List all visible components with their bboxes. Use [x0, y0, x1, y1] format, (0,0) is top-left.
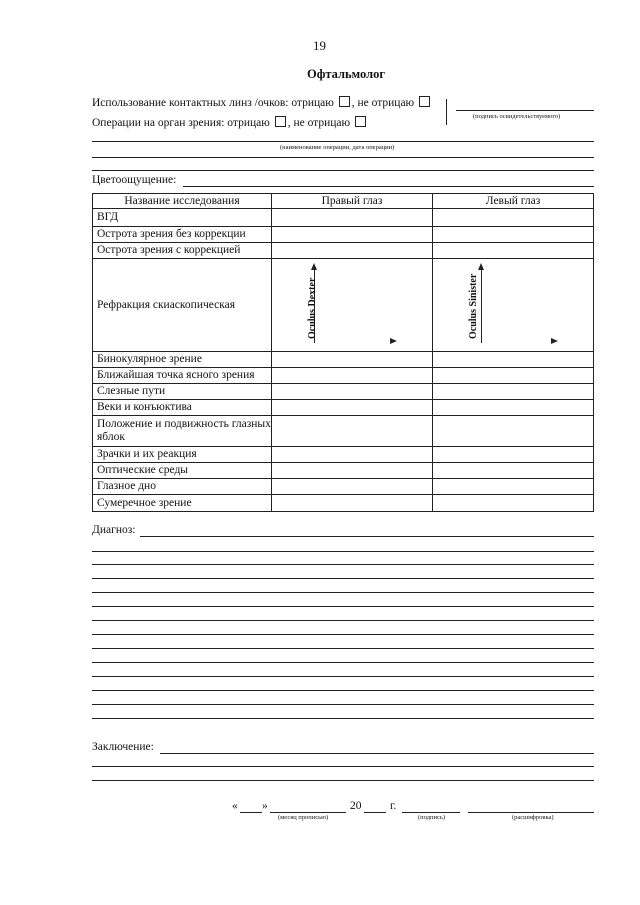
diagnosis-line[interactable]: [92, 620, 594, 621]
day-line[interactable]: [240, 812, 262, 813]
diagnosis-label: Диагноз:: [92, 524, 136, 536]
row-label: ВГД: [93, 209, 272, 227]
right-eye-cell[interactable]: [272, 447, 433, 463]
conclusion-label: Заключение:: [92, 741, 154, 753]
right-eye-cell[interactable]: [272, 384, 433, 400]
diagnosis-line[interactable]: [92, 676, 594, 677]
row-label: Ближайшая точка ясного зрения: [93, 368, 272, 384]
surgery-not-deny-checkbox[interactable]: [355, 116, 366, 127]
left-eye-refraction-cell[interactable]: [433, 259, 594, 352]
contacts-deny-checkbox[interactable]: [339, 96, 350, 107]
left-eye-cell[interactable]: [433, 416, 594, 447]
operation-line-2[interactable]: [92, 157, 594, 158]
header-left-eye: Левый глаз: [433, 194, 594, 209]
decode-caption: (расшифровка): [512, 814, 554, 821]
month-line[interactable]: [270, 812, 346, 813]
signature-divider: [446, 99, 447, 125]
right-eye-cell[interactable]: [272, 416, 433, 447]
os-arrow-up-icon: [478, 263, 484, 270]
row-label: Слезные пути: [93, 384, 272, 400]
diagnosis-line[interactable]: [92, 592, 594, 593]
operation-caption: (наименование операции, дата операции): [280, 144, 395, 151]
diagnosis-line[interactable]: [140, 536, 594, 537]
od-arrow-right-icon: [390, 338, 397, 344]
diagnosis-line[interactable]: [92, 718, 594, 719]
diagnosis-line[interactable]: [92, 662, 594, 663]
diagnosis-line[interactable]: [92, 690, 594, 691]
diagnosis-line[interactable]: [92, 634, 594, 635]
year-prefix: 20: [350, 800, 362, 812]
contacts-not-deny-checkbox[interactable]: [419, 96, 430, 107]
header-exam-name: Название исследования: [93, 194, 272, 209]
conclusion-line[interactable]: [92, 766, 594, 767]
year-line[interactable]: [364, 812, 386, 813]
row-label: Сумеречное зрение: [93, 495, 272, 512]
right-eye-cell[interactable]: [272, 368, 433, 384]
row-label: Острота зрения без коррекции: [93, 227, 272, 243]
surgery-deny-checkbox[interactable]: [275, 116, 286, 127]
sign-line[interactable]: [402, 812, 460, 813]
header-right-eye: Правый глаз: [272, 194, 433, 209]
surgery-label: Операции на орган зрения: отрицаю: [92, 117, 270, 129]
diagnosis-line[interactable]: [92, 648, 594, 649]
diagnosis-line[interactable]: [92, 551, 594, 552]
row-label: Бинокулярное зрение: [93, 352, 272, 368]
left-eye-cell[interactable]: [433, 400, 594, 416]
left-eye-cell[interactable]: [433, 463, 594, 479]
surgery-no-label: не отрицаю: [290, 117, 351, 129]
contacts-comma: ,: [351, 97, 355, 109]
row-label: Глазное дно: [93, 479, 272, 495]
contacts-label: Использование контактных линз /очков: отрицаю: [92, 97, 334, 109]
page-number: 19: [313, 38, 326, 53]
left-eye-cell[interactable]: [433, 495, 594, 512]
right-eye-cell[interactable]: [272, 463, 433, 479]
left-eye-cell[interactable]: [433, 479, 594, 495]
row-label: Острота зрения с коррекцией: [93, 243, 272, 259]
sign-caption: (подпись): [418, 814, 445, 821]
left-eye-cell[interactable]: [433, 447, 594, 463]
os-axis-line: [481, 267, 482, 343]
left-eye-cell[interactable]: [433, 209, 594, 227]
left-eye-cell[interactable]: [433, 384, 594, 400]
signature-caption: (подпись освидетельствуемого): [473, 113, 561, 120]
row-label: Оптические среды: [93, 463, 272, 479]
diagnosis-line[interactable]: [92, 578, 594, 579]
month-caption: (месяц прописью): [278, 814, 329, 821]
date-close-quote: »: [262, 800, 268, 812]
right-eye-cell[interactable]: [272, 495, 433, 512]
os-arrow-right-icon: [551, 338, 558, 344]
left-eye-cell[interactable]: [433, 352, 594, 368]
diagnosis-line[interactable]: [92, 564, 594, 565]
row-label: Положение и подвижность глазных яблок: [93, 416, 272, 447]
contacts-no-label: не отрицаю: [354, 97, 415, 109]
conclusion-line[interactable]: [160, 753, 594, 754]
color-label: Цветоощущение:: [92, 174, 177, 186]
surgery-comma: ,: [287, 117, 291, 129]
exam-table: [92, 193, 594, 512]
year-suffix: г.: [390, 800, 397, 812]
right-eye-cell[interactable]: [272, 227, 433, 243]
operation-line-1[interactable]: [92, 141, 594, 142]
oculus-sinister-label: Oculus Sinister: [468, 273, 479, 339]
left-eye-cell[interactable]: [433, 243, 594, 259]
left-eye-cell[interactable]: [433, 227, 594, 243]
row-label: Веки и конъюктива: [93, 400, 272, 416]
page-title: Офтальмолог: [307, 67, 386, 81]
right-eye-cell[interactable]: [272, 400, 433, 416]
operation-line-3[interactable]: [92, 170, 594, 171]
diagnosis-line[interactable]: [92, 606, 594, 607]
right-eye-refraction-cell[interactable]: [272, 259, 433, 352]
signature-line[interactable]: [456, 110, 594, 111]
left-eye-cell[interactable]: [433, 368, 594, 384]
oculus-dexter-label: Oculus Dexter: [307, 277, 318, 339]
od-arrow-up-icon: [311, 263, 317, 270]
right-eye-cell[interactable]: [272, 352, 433, 368]
surgery-question: [92, 116, 368, 129]
color-line[interactable]: [183, 186, 594, 187]
right-eye-cell[interactable]: [272, 209, 433, 227]
date-open-quote: «: [232, 800, 238, 812]
right-eye-cell[interactable]: [272, 243, 433, 259]
right-eye-cell[interactable]: [272, 479, 433, 495]
diagnosis-line[interactable]: [92, 704, 594, 705]
row-label: Зрачки и их реакция: [93, 447, 272, 463]
contacts-question: [92, 96, 432, 109]
row-label: Рефракция скиаскопическая: [93, 259, 272, 352]
decode-line[interactable]: [468, 812, 594, 813]
conclusion-line[interactable]: [92, 780, 594, 781]
